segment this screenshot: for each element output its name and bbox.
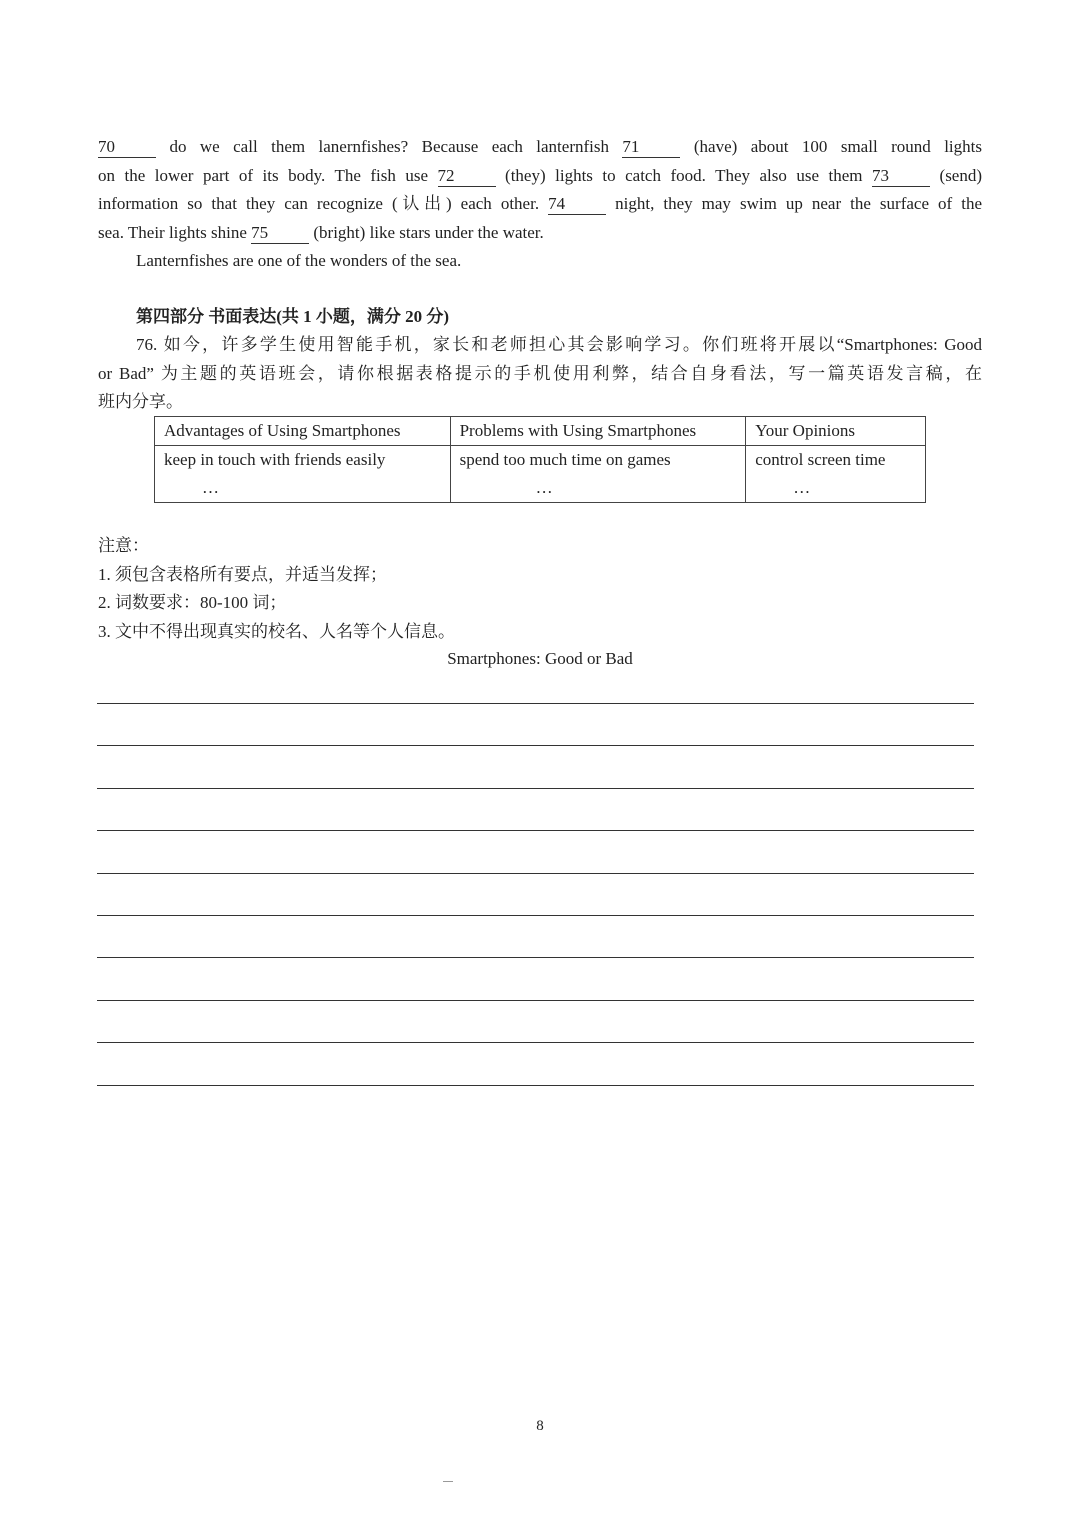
blank-73[interactable]: 73 — [872, 166, 930, 187]
note-item: 1. 须包含表格所有要点，并适当发挥； — [98, 564, 387, 584]
note-item: 2. 词数要求：80-100 词； — [98, 593, 287, 612]
writing-line[interactable] — [97, 830, 974, 831]
writing-line[interactable] — [97, 745, 974, 746]
ellipsis: … — [793, 478, 811, 497]
section-heading: 第四部分 书面表达(共 1 小题，满分 20 分) — [136, 307, 450, 326]
writing-line[interactable] — [97, 915, 974, 916]
writing-line[interactable] — [97, 1042, 974, 1043]
blank-72[interactable]: 72 — [438, 166, 496, 187]
question-line-3 — [98, 388, 982, 417]
question-line-2 — [98, 360, 982, 389]
passage-text: Lanternfishes are one of the wonders of the sea. — [136, 251, 462, 270]
question-line-1 — [98, 331, 982, 360]
passage-line-3 — [98, 190, 982, 219]
passage-text: (bright) like stars under the water. — [313, 222, 544, 242]
passage-text: (they) lights to catch food. They also use them — [505, 165, 863, 185]
passage-line-4 — [98, 219, 982, 248]
page-number: 8 — [536, 1418, 544, 1434]
table-header-row — [155, 417, 926, 446]
notes-label: 注意： — [98, 536, 149, 555]
passage-text: information so that they can recognize (认出) each other. — [98, 194, 540, 213]
table-row — [155, 446, 926, 503]
passage-text: sea. Their lights shine — [98, 222, 247, 242]
table-header-problems: Problems with Using Smartphones — [450, 417, 746, 446]
blank-74[interactable]: 74 — [548, 194, 606, 215]
cell-text: keep in touch with friends easily — [164, 450, 386, 469]
passage-text: on the lower part of its body. The fish use — [98, 165, 429, 185]
passage-text: (have) about 100 small round lights — [693, 137, 982, 156]
notes — [98, 532, 455, 646]
passage-line-1 — [98, 133, 982, 162]
table-cell-advantages — [155, 446, 451, 503]
tips-table — [154, 416, 926, 503]
question-text: 班内分享。 — [98, 392, 183, 411]
passage-text: do we call them lanernfishes? Because each lanternfish — [169, 137, 609, 156]
note-item: 3. 文中不得出现真实的校名、人名等个人信息。 — [98, 621, 455, 641]
passage-text: night, they may swim up near the surface of the — [615, 194, 982, 213]
table-cell-opinions — [746, 446, 926, 503]
table-cell-problems — [450, 446, 746, 503]
table-header-advantages: Advantages of Using Smartphones — [155, 417, 451, 446]
cell-text: control screen time — [755, 450, 886, 469]
question-text: or Bad” 为主题的英语班会，请你根据表格提示的手机使用利弊，结合自身看法，写一篇英语发言稿，在 — [98, 363, 982, 383]
essay-title: Smartphones: Good or Bad — [447, 649, 633, 668]
blank-71[interactable]: 71 — [622, 137, 680, 158]
scan-mark — [443, 1481, 453, 1482]
blank-70[interactable]: 70 — [98, 137, 156, 158]
question-text: 76. 如今，许多学生使用智能手机，家长和老师担心其会影响学习。你们班将开展以“Smartphones: Good — [136, 335, 982, 354]
blank-75[interactable]: 75 — [251, 223, 309, 244]
passage-line-2 — [98, 162, 982, 191]
writing-line[interactable] — [97, 957, 974, 958]
cell-text: spend too much time on games — [459, 450, 671, 469]
passage-text: (send) — [939, 165, 983, 185]
writing-line[interactable] — [97, 1000, 974, 1001]
writing-line[interactable] — [97, 788, 974, 789]
passage-closing — [98, 247, 982, 276]
ellipsis: … — [535, 478, 553, 497]
table-header-opinions: Your Opinions — [746, 417, 926, 446]
writing-line[interactable] — [97, 703, 974, 704]
ellipsis: … — [202, 478, 219, 497]
writing-line[interactable] — [97, 1085, 974, 1086]
writing-line[interactable] — [97, 873, 974, 874]
